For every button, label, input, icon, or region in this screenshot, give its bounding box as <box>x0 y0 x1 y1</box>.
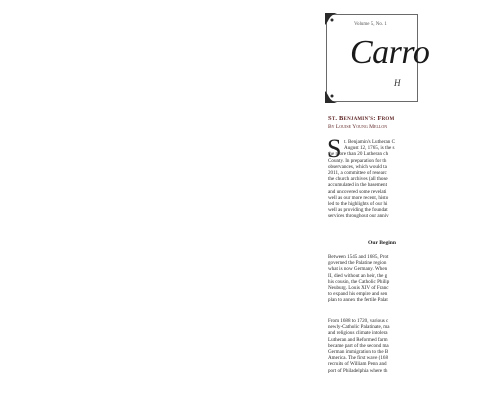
text-line: Neuburg. Louis XIV of Franc <box>328 285 389 292</box>
text-line: and religious climate intolera <box>328 330 388 337</box>
section-heading: Our Beginn <box>368 240 397 246</box>
paragraph-immigration <box>328 318 478 374</box>
text-line: Between 1545 and 1685, Prot <box>328 254 389 260</box>
text-line: the more than 20 Lutheran ch <box>328 151 389 158</box>
text-line: t. Benjamin's Lutheran C <box>344 139 395 145</box>
drop-cap: S <box>327 134 342 163</box>
ornament-corner-bottom-left <box>325 87 341 103</box>
text-line: what is now Germany. When <box>328 266 388 273</box>
text-line: August 12, 1765, is the s <box>344 145 395 152</box>
text-line: Lutheran and Reformed farm <box>328 336 388 343</box>
text-line: to expand his empire and sen <box>328 291 388 298</box>
text-line: America. The first wave (168 <box>328 355 389 362</box>
newsletter-subtitle: H <box>394 78 401 88</box>
article-title: St. Benjamin's: From <box>328 115 395 122</box>
text-line: 2011, a committee of researc <box>328 170 387 176</box>
text-line: well as our more recent, histo <box>328 194 389 201</box>
article-byline: By Louise Young Mellon <box>328 124 388 130</box>
text-line: newly-Catholic Palatinate, ma <box>328 324 390 331</box>
text-line: observances, which would ta <box>328 163 387 170</box>
paragraph-intro <box>328 139 494 170</box>
text-line: became part of the second ma <box>328 342 389 349</box>
text-line: led to the highlights of our hi <box>328 201 388 208</box>
text-line: port of Philadelphia where th <box>328 367 388 374</box>
volume-number: Volume 5, No. 1 <box>354 22 387 27</box>
text-line: accumulated in the basement <box>328 182 387 189</box>
ornament-corner-top-left <box>325 13 341 29</box>
text-line: recruits of William Penn and <box>328 361 387 368</box>
text-line: his cousin, the Catholic Philip <box>328 278 390 285</box>
text-line: From 1688 to 1720, various c <box>328 318 389 324</box>
newsletter-title: Carro <box>350 34 430 71</box>
text-line: County. In preparation for th <box>328 157 387 164</box>
text-line: and uncovered some revelati <box>328 188 387 195</box>
paragraph-intro-continued <box>328 170 478 220</box>
text-line: German immigration to the B <box>328 349 389 356</box>
text-line: well as providing the foundat <box>328 207 388 214</box>
paragraph-beginnings <box>328 254 478 304</box>
text-line: the church archives (all those <box>328 176 388 183</box>
text-line: services throughout our anniv <box>328 213 389 220</box>
text-line: II, died without an heir, the g <box>328 272 388 279</box>
text-line: plan to annex the fertile Palat <box>328 297 388 304</box>
text-line: governed the Palatine region <box>328 260 387 267</box>
